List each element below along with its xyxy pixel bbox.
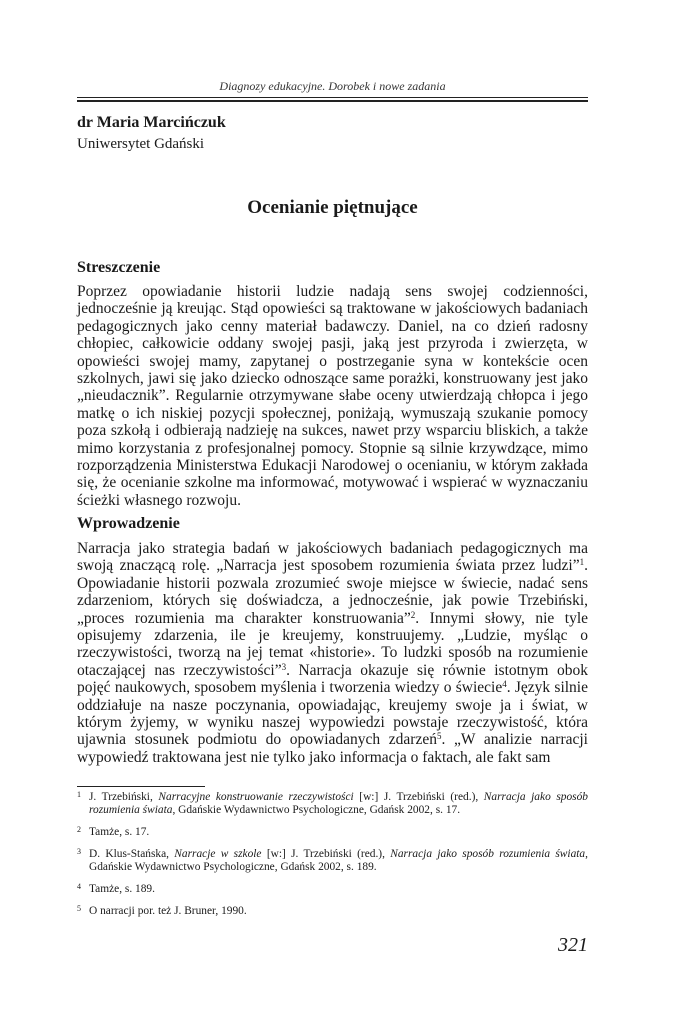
footnote-number: 1 xyxy=(77,790,81,799)
footnote-text: , Gdańskie Wydawnictwo Psychologiczne, Gdańsk 2002, s. 189. xyxy=(89,848,588,873)
footnote xyxy=(77,826,588,839)
footnote xyxy=(77,791,588,817)
footnote-number: 4 xyxy=(77,882,81,891)
running-head: Diagnozy edukacyjne. Dorobek i nowe zadania xyxy=(219,79,446,93)
footnote-number: 5 xyxy=(77,904,81,913)
author-name: dr Maria Marcińczuk xyxy=(77,114,226,131)
footnote-ref: 4 xyxy=(502,679,507,690)
abstract-paragraph: Poprzez opowiadanie historii ludzie nadają sens swojej codzienności, jednocześnie ją kreując. Stąd opowieści są traktowane w jakościowych badaniach pedagogicznych jako cenny materiał badawczy. Daniel, na co dzień radosny chłopiec, całkowicie oddany swojej pasji, jaką jest przyroda i zwierzęta, w opowieści swojej mamy, zapytanej o postrzeganie syna w kontekście ocen szkolnych, jawi się jako dziecko odnoszące same porażki, konstruowany jest jako „nieudacznik”. Regularnie otrzymywane słabe oceny utwierdzają chłopca i jego matkę o ich niskiej pozycji społecznej, poniżają, wymuszają szukanie pomocy poza szkołą i odbierają nadzieję na sukces, nawet przy wsparciu bliskich, a także mimo korzystania z profesjonalnej pomocy. Stopnie są silnie krzywdzące, mimo rozporządzenia Ministerstwa Edukacji Narodowej o ocenianiu, w którym zakłada się, że ocenianie szkolne ma informować, motywować i wspierać w wyznaczaniu ścieżki własnego rozwoju. xyxy=(77,283,588,509)
header-rule-thin xyxy=(77,97,588,98)
intro-text: . „W analizie narracji wypowiedź traktowana jest nie tylko jako informacja o faktach, ale fakt sam xyxy=(77,731,588,766)
intro-heading: Wprowadzenie xyxy=(77,515,180,532)
footnote-separator xyxy=(77,786,205,787)
footnote-title: Narracje w szkole xyxy=(174,848,262,860)
footnote-ref: 2 xyxy=(410,609,416,620)
footnote-text: Tamże, s. 189. xyxy=(89,883,155,895)
footnote-number: 2 xyxy=(77,825,81,834)
header-rule-thick xyxy=(77,100,588,102)
footnote-title: Narracja jako sposób rozumienia świata xyxy=(390,848,586,860)
footnote-ref: 1 xyxy=(579,557,585,568)
footnote-text: , Gdańskie Wydawnictwo Psychologiczne, Gdańsk 2002, s. 17. xyxy=(172,804,461,816)
intro-text: Narracja jako strategia badań w jakościowych badaniach pedagogicznych ma swoją znaczącą rolę. „Narracja jest sposobem rozumienia świata przez ludzi” xyxy=(77,540,588,575)
author-affiliation: Uniwersytet Gdański xyxy=(77,136,205,152)
article-title: Ocenianie piętnujące xyxy=(247,197,418,218)
intro-paragraph xyxy=(77,540,588,766)
intro-text: . Opowiadanie historii pozwala zrozumieć swoje miejsce w świecie, nadać sens zdarzeniom, których się doświadcza, a jednocześnie, jak powie Trzebiński, „proces rozumienia ma charakter konstruowania” xyxy=(77,557,588,627)
footnote-text: Tamże, s. 17. xyxy=(89,826,150,838)
footnote-text: [w:] J. Trzebiński (red.), xyxy=(353,791,484,803)
footnotes xyxy=(77,791,588,927)
intro-text: . Innymi słowy, nie tyle opisujemy zdarzenia, ile je kreujemy, konstruujemy. „Ludzie, myśląc o rzeczywistości, tworzą na jej temat «historie». To ludzki sposób na rozumienie otaczającej nas rzeczywistości” xyxy=(77,609,589,679)
footnote xyxy=(77,848,588,874)
footnote-text: [w:] J. Trzebiński (red.), xyxy=(261,848,391,860)
footnote-ref: 3 xyxy=(281,661,287,672)
intro-text: . Język silnie oddziałuje na nasze poczynania, opowiadając, kreujemy swoje ja i świat, w którym żyjemy, w wyniku naszej wypowiedzi powstaje rzeczywistość, która ujawnia stosunek podmiotu do opowiadanych zdarzeń xyxy=(77,679,588,749)
footnote-text: D. Klus-Stańska, xyxy=(89,848,175,860)
footnote-title: Narracyjne konstruowanie rzeczywistości xyxy=(158,791,354,803)
footnote xyxy=(77,905,588,918)
footnote xyxy=(77,883,588,896)
footnote-ref: 5 xyxy=(436,731,442,742)
intro-text: . Narracja okazuje się równie istotnym obok pojęć naukowych, sposobem myślenia i tworzenia wiedzy o świecie xyxy=(77,661,588,697)
footnote-number: 3 xyxy=(77,847,81,856)
abstract-heading: Streszczenie xyxy=(77,259,161,276)
footnote-text: O narracji por. też J. Bruner, 1990. xyxy=(89,905,247,917)
footnote-text: J. Trzebiński, xyxy=(89,791,159,803)
footnote-title: Narracja jako sposób rozumienia świata xyxy=(89,791,588,816)
page-number: 321 xyxy=(558,934,588,956)
